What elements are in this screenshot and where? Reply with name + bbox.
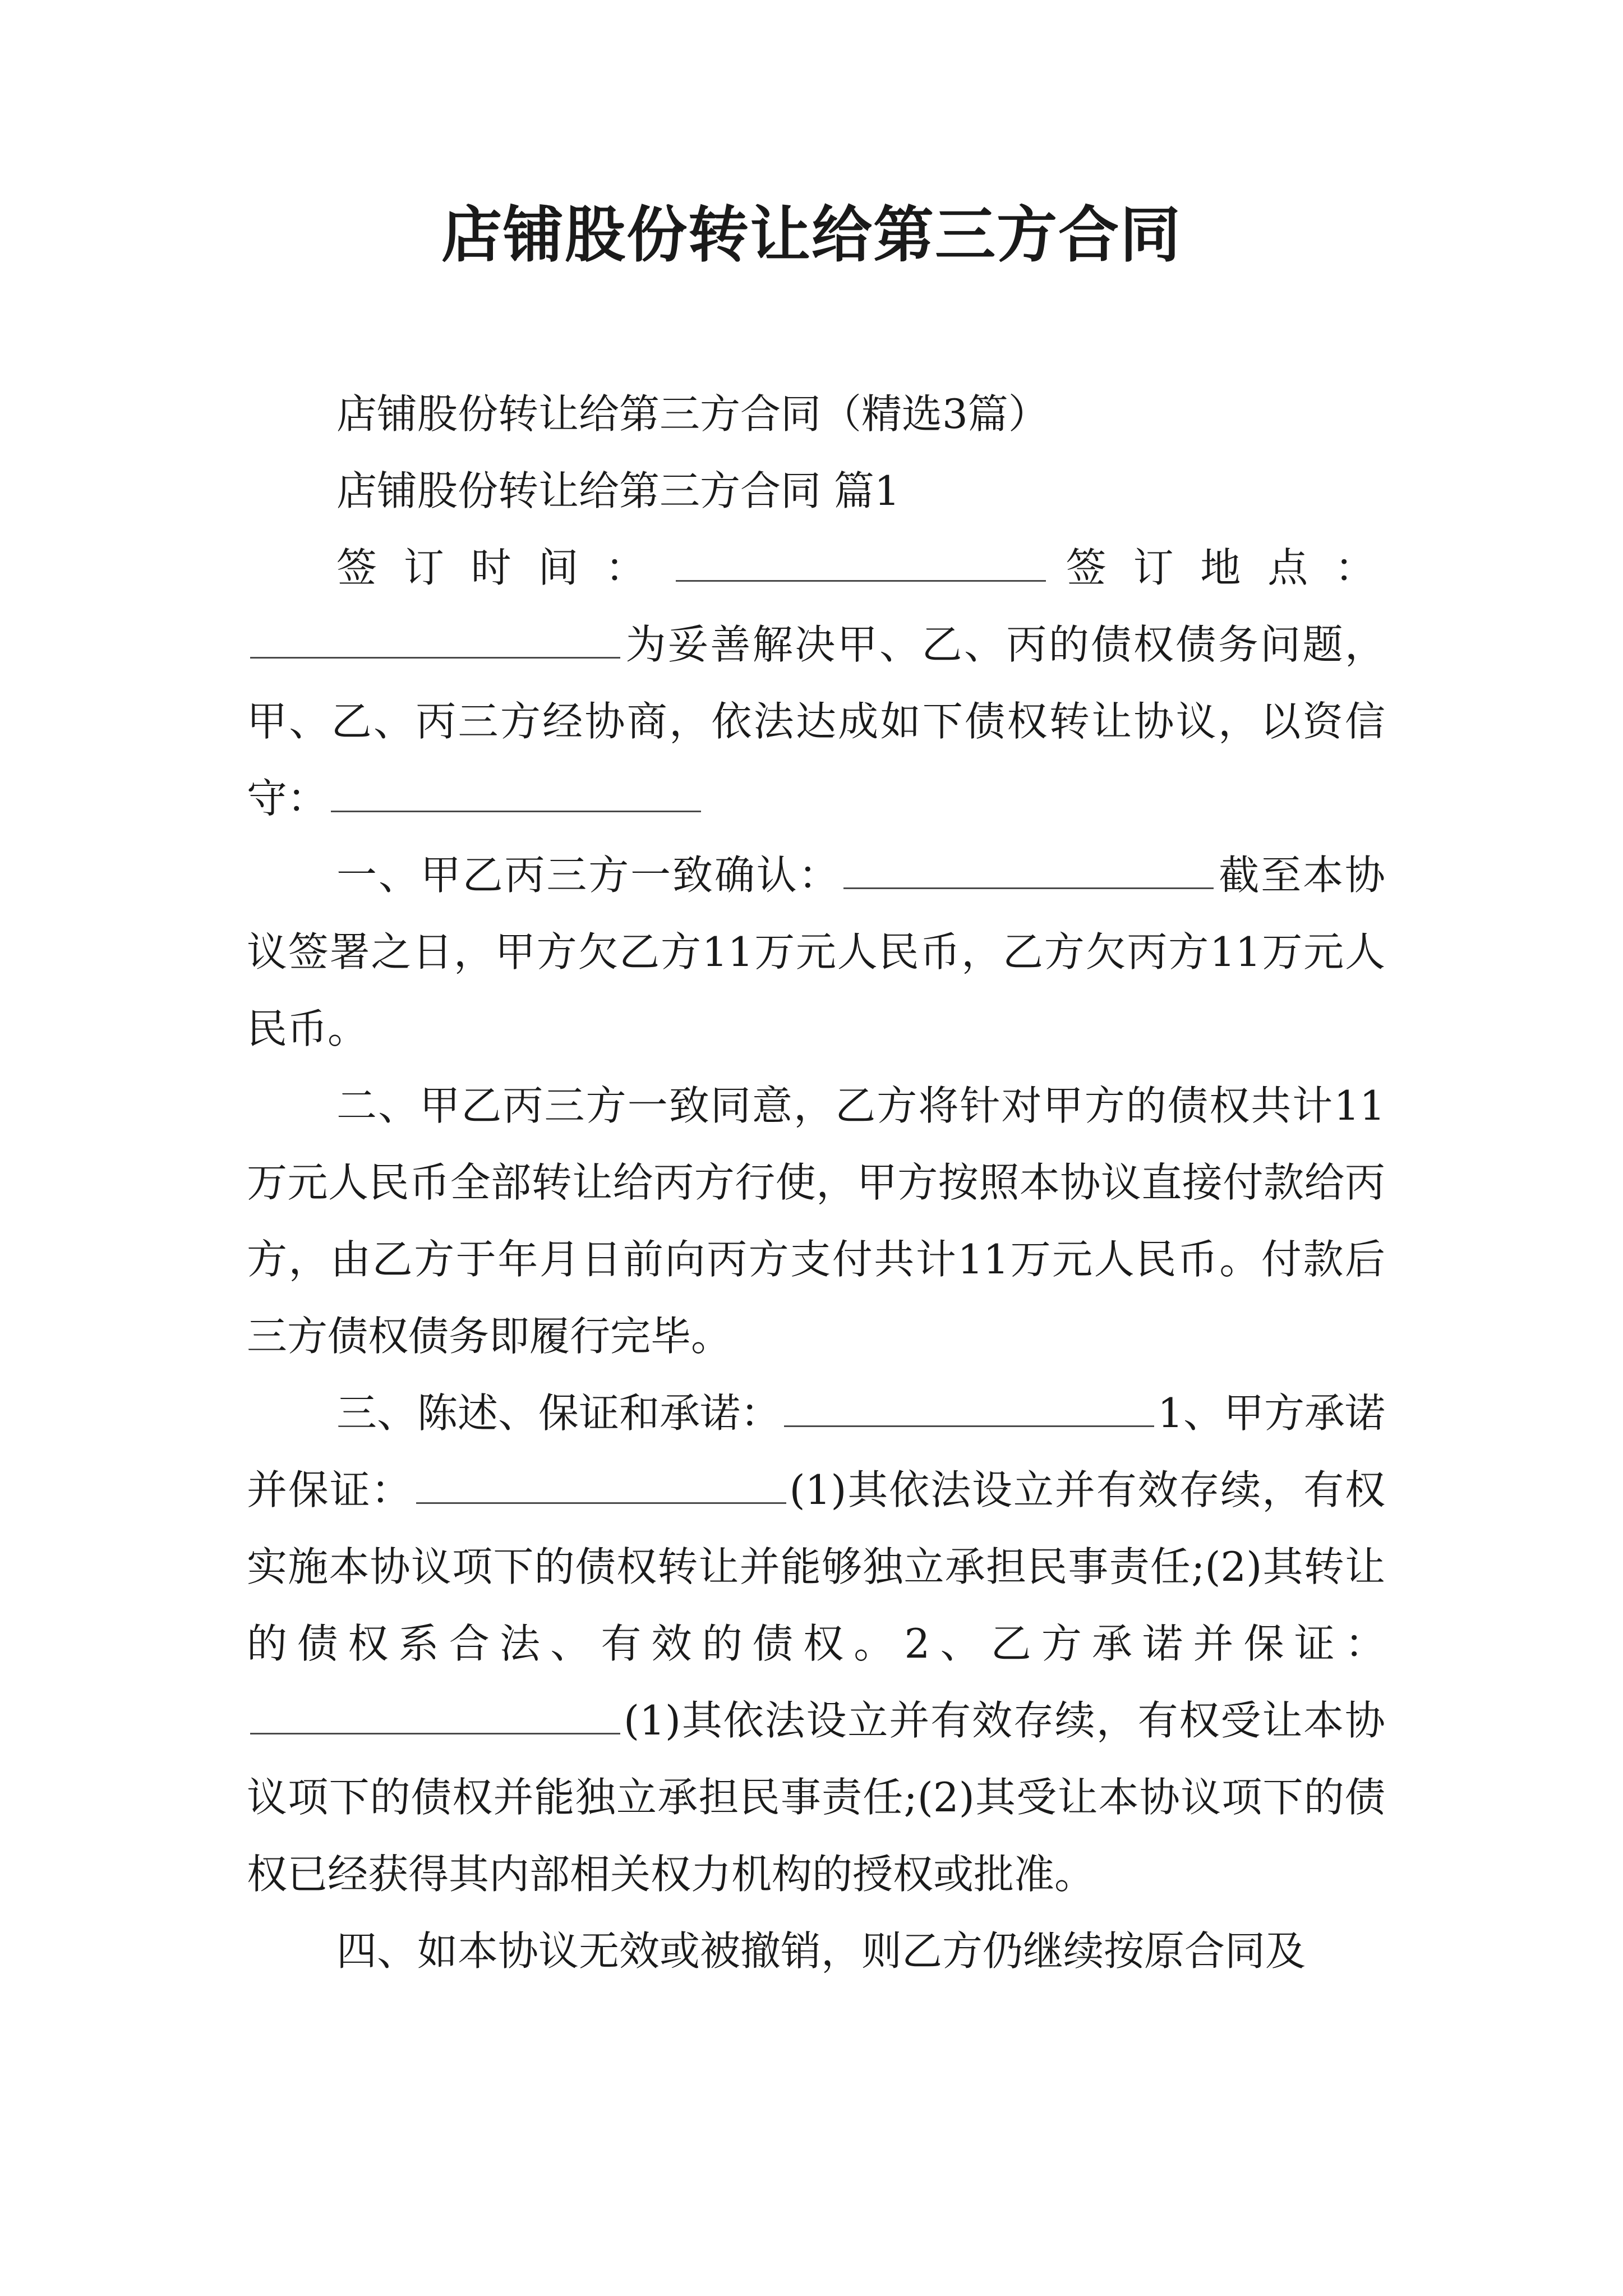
- clause-3-party-a: 1、甲方承诺并保证：: [247, 1389, 1385, 1513]
- document-title: 店铺股份转让给第三方合同: [441, 200, 1182, 270]
- intro-text: 为妥善解决甲、乙、丙的债权债务问题，甲、乙、丙三方经协商，依法达成如下债权转让协议，以资信守：: [247, 621, 1385, 822]
- clause-3-blank-1: [784, 1394, 1154, 1427]
- subtitle: 店铺股份转让给第三方合同（精选3篇）: [336, 390, 1049, 438]
- sign-place-blank: [250, 625, 620, 659]
- intro-blank: [331, 779, 701, 812]
- clause-3: [247, 1375, 1385, 1913]
- document-body: [247, 376, 1385, 1990]
- clause-2: 二、甲乙丙三方一致同意，乙方将针对甲方的债权共计11万元人民币全部转让给丙方行使，甲方按照本协议直接付款给丙方，由乙方于年月日前向丙方支付共计11万元人民币。付款后三方债权债务即履行完毕。: [247, 1082, 1385, 1360]
- clause-1-lead: 一、甲乙丙三方一致确认：: [336, 852, 841, 899]
- intro-paragraph: [247, 530, 1385, 837]
- clause-3-party-b-terms: (1)其依法设立并有效存续，有权受让本协议项下的债权并能独立承担民事责任;(2)其受让本协议项下的债权已经获得其内部相关权力机构的授权或批准。: [247, 1697, 1385, 1898]
- clause-4: 四、如本协议无效或被撤销，则乙方仍继续按原合同及: [336, 1927, 1306, 1975]
- clause-1: [247, 837, 1385, 1068]
- clause-3-blank-2: [416, 1471, 786, 1504]
- sign-time-label: 签订时间：: [336, 544, 672, 591]
- sign-time-blank: [676, 549, 1046, 582]
- clause-1-blank: [843, 856, 1214, 889]
- clause-3-blank-3: [250, 1701, 620, 1734]
- clause-3-lead: 三、陈述、保证和承诺：: [336, 1389, 781, 1437]
- sign-place-label: 签订地点：: [1049, 544, 1385, 591]
- clause-1-text: 截至本协议签署之日，甲方欠乙方11万元人民币，乙方欠丙方11万元人民币。: [247, 852, 1385, 1052]
- clause-3-party-a-terms: (1)其依法设立并有效存续，有权实施本协议项下的债权转让并能够独立承担民事责任;(2)其转让的债权系合法、有效的债权。2、乙方承诺并保证：: [247, 1466, 1385, 1667]
- section-heading: 店铺股份转让给第三方合同 篇1: [336, 467, 900, 514]
